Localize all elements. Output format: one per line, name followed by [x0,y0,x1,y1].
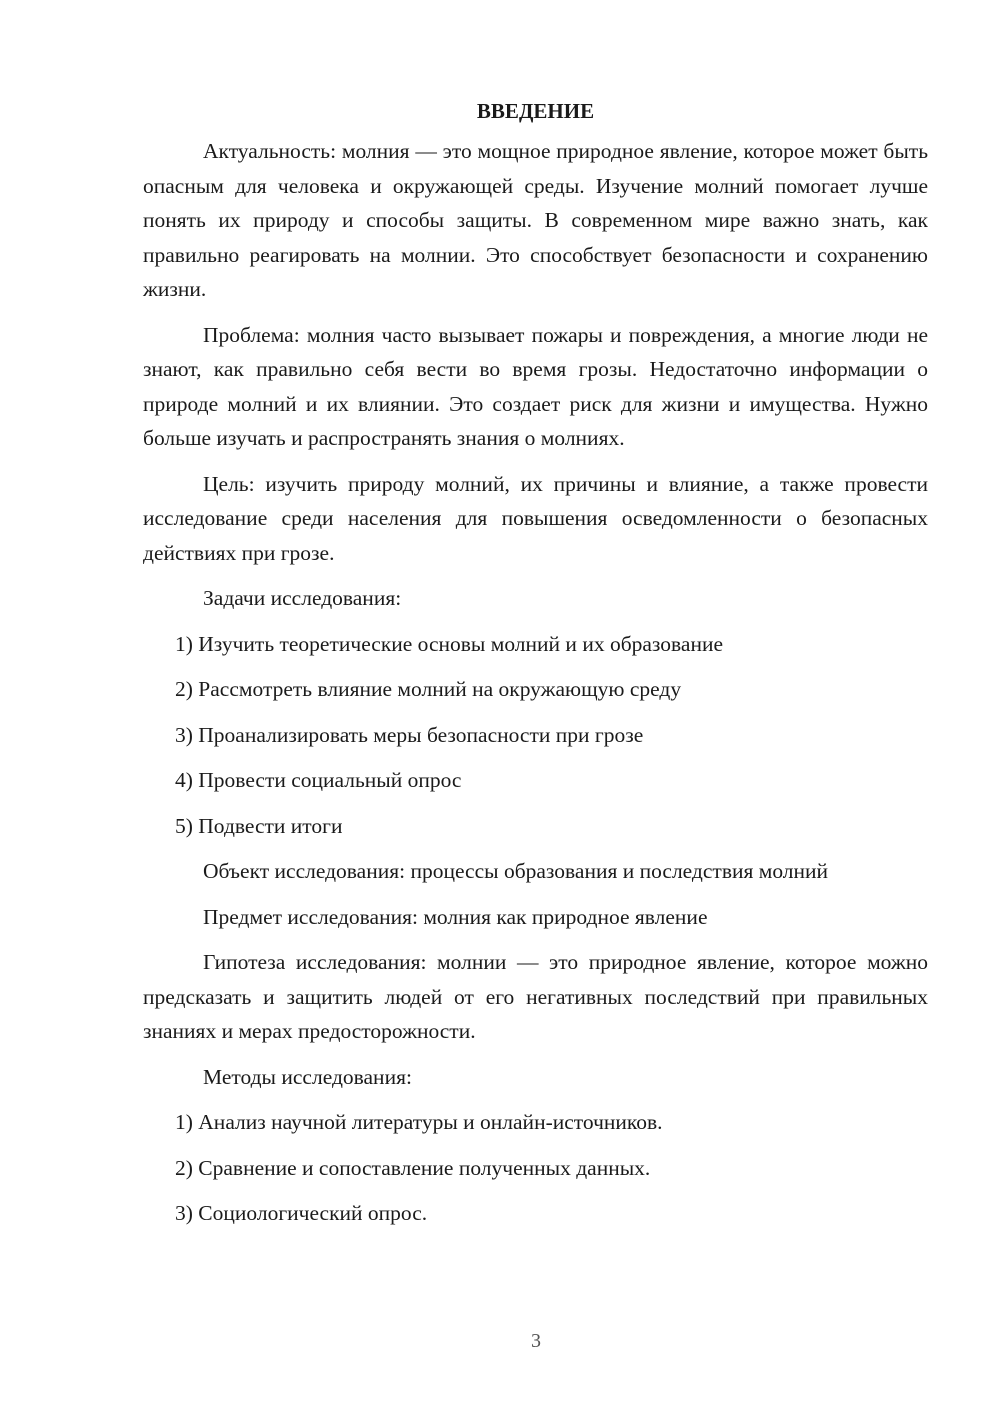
subject-paragraph: Предмет исследования: молния как природное явление [203,904,708,929]
method-item-2: 2) Сравнение и сопоставление полученных данных. [175,1155,651,1180]
hypothesis-paragraph: Гипотеза исследования: молнии — это природное явление, которое можно предсказать и защитить людей от его негативных последствий при правильных знаниях и мерах предосторожности. [143,950,928,1043]
problem-paragraph: Проблема: молния часто вызывает пожары и повреждения, а многие люди не знают, как правильно себя вести во время грозы. Недостаточно информации о природе молний и их влиянии. Это создает риск для жизни и имущества. Нужно больше изучать и распространять знания о молниях. [143,322,928,450]
method-item-1: 1) Анализ научной литературы и онлайн-источников. [175,1110,663,1134]
task-item-1: 1) Изучить теоретические основы молний и их образование [175,631,724,656]
task-item-4: 4) Провести социальный опрос [175,768,462,792]
methods-heading: Методы исследования: [203,1064,412,1089]
task-item-2: 2) Рассмотреть влияние молний на окружающую среду [175,677,682,701]
tasks-heading: Задачи исследования: [203,586,402,610]
task-item-3: 3) Проанализировать меры безопасности при грозе [175,722,644,747]
page-number: 3 [531,1330,541,1352]
method-item-3: 3) Социологический опрос. [175,1201,428,1225]
section-title: ВВЕДЕНИЕ [476,99,595,123]
relevance-paragraph: Актуальность: молния — это мощное природное явление, которое может быть опасным для человека и окружающей среды. Изучение молний помогает лучше понять их природу и способы защиты. В современном мире важно знать, как правильно реагировать на молнии. Это способствует безопасности и сохранению жизни. [143,139,928,301]
document-page [143,94,928,1242]
object-paragraph: Объект исследования: процессы образования и последствия молний [203,859,829,883]
goal-paragraph: Цель: изучить природу молний, их причины и влияние, а также провести исследование среди населения для повышения осведомленности о безопасных действиях при грозе. [143,471,928,565]
task-item-5: 5) Подвести итоги [175,813,343,838]
